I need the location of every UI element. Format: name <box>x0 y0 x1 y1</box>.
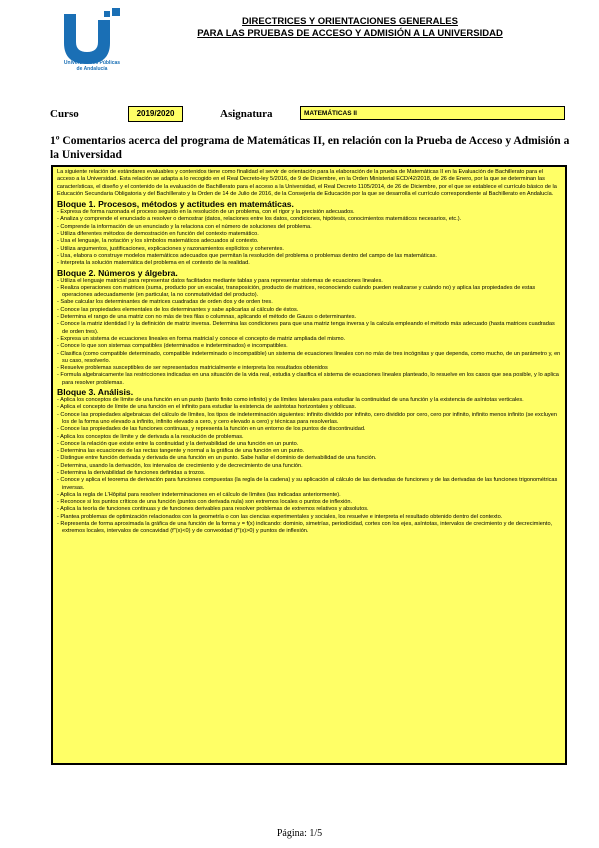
list-item: - Determina, usando la derivación, los intervalos de crecimiento y de decrecimiento de una función. <box>57 462 303 469</box>
list-item: - Aplica la regla de L'Hôpital para resolver indeterminaciones en el cálculo de límites (las indicadas anteriormente). <box>57 491 341 498</box>
list-item: - Plantea problemas de optimización relacionados con la geometría o con las ciencias experimentales y sociales, los resuelve e interpreta el resultado obtenido dentro del contexto. <box>57 513 503 520</box>
block-title: Bloque 1. Procesos, métodos y actitudes en matemáticas. <box>57 199 294 210</box>
header-line-1: DIRECTRICES Y ORIENTACIONES GENERALES <box>242 16 458 27</box>
page-number: Página: 1/5 <box>276 828 323 839</box>
list-item: - Aplica los conceptos de límite y de derivada a la resolución de problemas. <box>57 433 244 440</box>
logo-text: Universidades Públicas de Andalucía <box>63 60 121 72</box>
list-item: - Usa, elabora o construye modelos matemáticos adecuados que permitan la resolución del problema o problemas dentro del campo de las matemáticas. <box>57 252 437 259</box>
list-item: - Determina el rango de una matriz con no más de tres filas o columnas, aplicando el método de Gauss o determinantes. <box>57 314 357 321</box>
list-item: - Conoce la matriz identidad I y la definición de matriz inversa. Determina las condiciones para que una matriz tenga inversa y la calcula empleando el método más adecuado (hasta matrices cuadradas de orden tres). <box>57 321 555 335</box>
list-item: - Determina las ecuaciones de las rectas tangente y normal a la gráfica de una función en un punto. <box>57 448 305 455</box>
document-header <box>150 16 550 40</box>
list-item: - Determina la derivabilidad de funciones definidas a trozos. <box>57 469 206 476</box>
blocks-container <box>57 199 561 535</box>
section-title: 1º Comentarios acerca del programa de Matemáticas II, en relación con la Prueba de Acceso y Admisión a la Universidad <box>50 135 570 161</box>
block-title: Bloque 3. Análisis. <box>57 387 134 398</box>
content-box <box>51 165 567 765</box>
list-item: - Conoce las propiedades elementales de los determinantes y sabe aplicarlas al cálculo de éstos. <box>57 306 299 313</box>
list-item: - Representa de forma aproximada la gráfica de una función de la forma y = f(x) indicando: dominio, simetrías, periodicidad, cortes con los ejes, asíntotas, intervalos de crecimiento y de decrecimiento, extremos locales, intervalos de concavidad (f''(x)<0) y de convexidad (f''(x)>0) y puntos de inflexión. <box>57 521 553 535</box>
curso-label: Curso <box>50 108 79 120</box>
list-item: - Expresa un sistema de ecuaciones lineales en forma matricial y conoce el concepto de matriz ampliada del mismo. <box>57 335 346 342</box>
list-item: - Aplica los conceptos de límite de una función en un punto (tanto finito como infinito) y de límites laterales para estudiar la continuidad de una función y la existencia de asíntotas verticales. <box>57 397 524 404</box>
list-item: - Formula algebraicamente las restricciones indicadas en una situación de la vida real, estudia y clasifica el sistema de ecuaciones lineales planteado, lo resuelve en los casos que sea posible, y lo aplica para resolver problemas. <box>57 372 559 386</box>
list-item: - Expresa de forma razonada el proceso seguido en la resolución de un problema, con el rigor y la precisión adecuados. <box>57 209 355 216</box>
logo-u-icon <box>50 8 130 66</box>
block-title: Bloque 2. Números y álgebra. <box>57 267 178 278</box>
list-item: - Conoce lo que son sistemas compatibles (determinados e indeterminados) e incompatibles. <box>57 343 288 350</box>
list-item: - Analiza y comprende el enunciado a resolver o demostrar (datos, relaciones entre los datos, condiciones, hipótesis, conocimientos matemáticos necesarios, etc.). <box>57 216 462 223</box>
list-item: - Reconoce si los puntos críticos de una función (puntos con derivada nula) son extremos locales o puntos de inflexión. <box>57 499 353 506</box>
curso-value: 2019/2020 <box>128 106 183 122</box>
list-item: - Interpreta la solución matemática del problema en el contexto de la realidad. <box>57 260 250 267</box>
list-item: - Comprende la información de un enunciado y la relaciona con el número de soluciones del problema. <box>57 223 312 230</box>
block-item-list <box>57 278 561 387</box>
list-item: - Distingue entre función derivada y derivada de una función en un punto. Sabe hallar el dominio de derivabilidad de una función. <box>57 455 377 462</box>
asignatura-label: Asignatura <box>220 108 273 120</box>
list-item: - Resuelve problemas susceptibles de ser representados matricialmente e interpreta los resultados obtenidos <box>57 365 328 372</box>
intro-paragraph: La siguiente relación de estándares evaluables y contenidos tiene como finalidad el servir de orientación para la elaboración de la prueba de Matemáticas II en la Evaluación de Bachillerato para el acceso a la Universidad. Esta relación se adapta a lo recogido en el Real Decreto-ley 5/2016, de 9 de Diciembre, en la Orden Ministerial ECD/42/2018, de 26 de Enero, por la que se determinan las características, el diseño y el contenido de la evaluación de Bachillerato para el acceso a la Universidad, el Real Decreto 1105/2014, de 26 de Diciembre, por el que se establece el currículo básico de la Educación Secundaria Obligatoria y del Bachillerato y la Orden de 14 de Julio de 2016, de la Consejería de Educación por la que se desarrolla el currículo correspondiente al Bachillerato en Andalucía. <box>57 169 557 197</box>
list-item: - Conoce y aplica el teorema de derivación para funciones compuestas (la regla de la cadena) y su aplicación al cálculo de las derivadas de funciones y de las derivadas de las funciones trigonométricas inversas. <box>57 477 558 491</box>
list-item: - Conoce la relación que existe entre la continuidad y la derivabilidad de una función en un punto. <box>57 440 299 447</box>
list-item: - Aplica la teoría de funciones continuas y de funciones derivables para resolver problemas de extremos relativos y absolutos. <box>57 506 369 513</box>
list-item: - Sabe calcular los determinantes de matrices cuadradas de orden dos y de orden tres. <box>57 299 273 306</box>
list-item: - Utiliza el lenguaje matricial para representar datos facilitados mediante tablas y para representar sistemas de ecuaciones lineales. <box>57 277 383 284</box>
header-line-2: PARA LAS PRUEBAS DE ACCESO Y ADMISIÓN A LA UNIVERSIDAD <box>197 28 503 39</box>
list-item: - Clasifica (como compatible determinado, compatible indeterminado o incompatible) un sistema de ecuaciones lineales con no más de tres incógnitas y que dependa, como mucho, de un parámetro y, en su caso, resolverlo. <box>57 350 561 364</box>
list-item: - Utiliza argumentos, justificaciones, explicaciones y razonamientos explícitos y coherentes. <box>57 245 284 252</box>
asignatura-value: MATEMÁTICAS II <box>300 106 565 120</box>
block-item-list <box>57 209 561 267</box>
list-item: - Realiza operaciones con matrices (suma, producto por un escalar, transposición, producto de matrices, reconociendo cuándo pueden realizarse y cuándo no) y aplica las propiedades de estas operaciones adecuadamente (en particular, la no conmutatividad del producto). <box>57 284 536 299</box>
list-item: - Usa el lenguaje, la notación y los símbolos matemáticos adecuados al contexto. <box>57 238 259 245</box>
block-item-list <box>57 397 561 536</box>
list-item: - Conoce las propiedades de las funciones continuas, y representa la función en un entorno de los puntos de discontinuidad. <box>57 426 366 433</box>
list-item: - Conoce las propiedades algebraicas del cálculo de límites, los tipos de indeterminación siguientes: infinito dividido por infinito, cero dividido por cero, cero por infinito, infinito menos infinito (se excluyen los de la forma uno elevado a infinito, infinito elevado a cero, y cero elevado a cero) y técnicas para resolverlas. <box>57 411 557 425</box>
list-item: - Aplica el concepto de límite de una función en el infinito para estudiar la existencia de asíntotas horizontales y oblicuas. <box>57 404 357 411</box>
list-item: - Utiliza diferentes métodos de demostración en función del contexto matemático. <box>57 231 259 238</box>
